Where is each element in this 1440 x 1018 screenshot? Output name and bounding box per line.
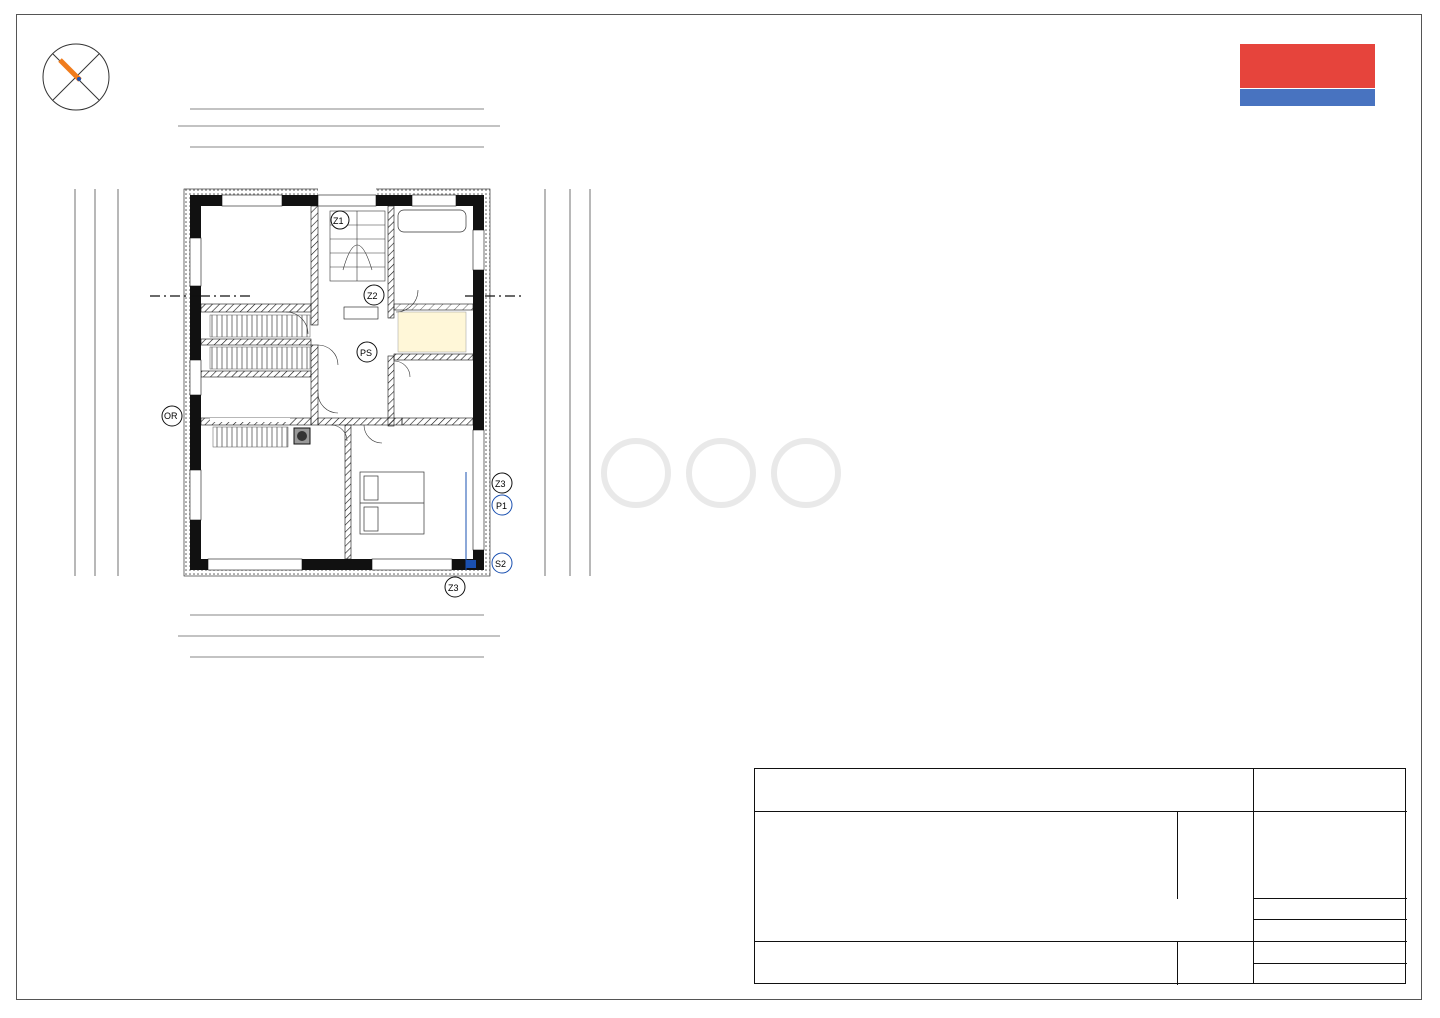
svg-text:PS: PS bbox=[360, 348, 373, 358]
svg-text:S2: S2 bbox=[495, 559, 507, 569]
title-block bbox=[754, 768, 1406, 984]
watermark bbox=[596, 435, 846, 580]
svg-text:Z2: Z2 bbox=[367, 291, 378, 301]
svg-text:P1: P1 bbox=[496, 501, 508, 511]
compass-south-arrow-icon bbox=[43, 44, 109, 110]
mm-reality-logo bbox=[1240, 44, 1375, 106]
svg-text:Z1: Z1 bbox=[333, 216, 344, 226]
svg-text:Z3: Z3 bbox=[448, 583, 459, 593]
svg-text:OR: OR bbox=[164, 411, 178, 421]
svg-text:Z3: Z3 bbox=[495, 479, 506, 489]
